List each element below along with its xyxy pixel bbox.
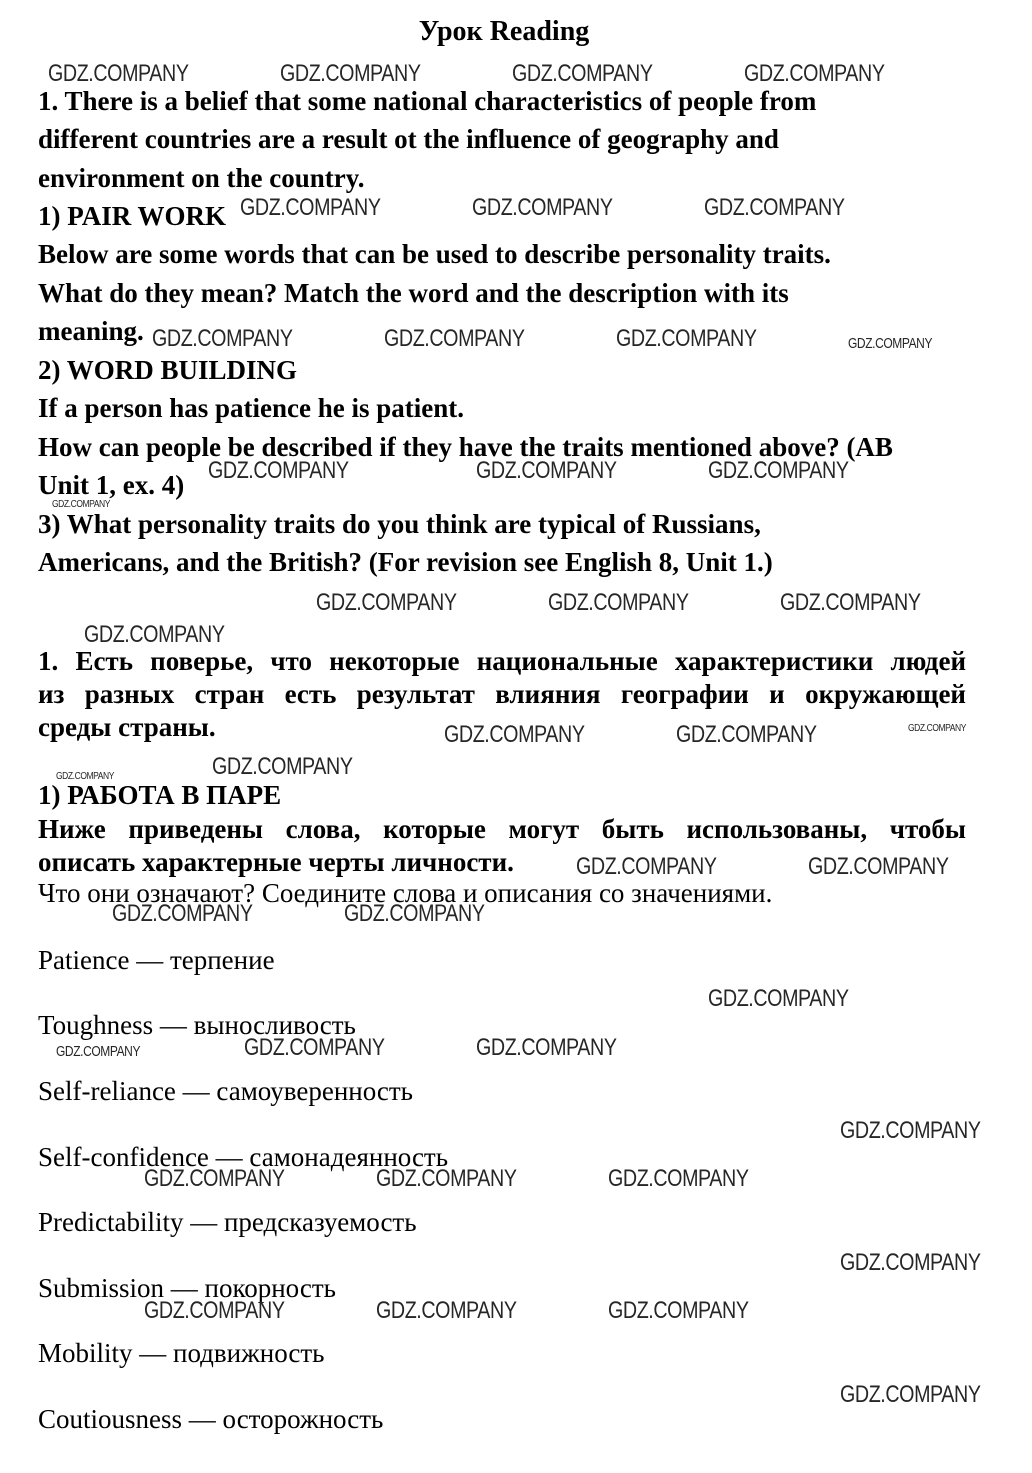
ru-task1-line-2: из разных стран есть результат влияния географии и окружающей — [38, 679, 966, 709]
page-title: Урок Reading — [418, 16, 590, 47]
watermark: GDZ.COMPANY — [212, 753, 353, 780]
watermark: GDZ.COMPANY — [704, 194, 845, 221]
watermark: GDZ.COMPANY — [280, 60, 421, 87]
watermark: GDZ.COMPANY — [608, 1297, 749, 1324]
en-word-building-line-3: Unit 1, ex. 4) — [38, 470, 185, 500]
ru-question: Что они означают? Соедините слова и описания со значениями. — [38, 878, 773, 908]
watermark: GDZ.COMPANY — [708, 985, 849, 1012]
vocab-item: Coutiousness — осторожность — [38, 1404, 384, 1434]
watermark: GDZ.COMPANY — [208, 457, 349, 484]
watermark: GDZ.COMPANY — [444, 721, 585, 748]
ru-pair-work-line-1: Ниже приведены слова, которые могут быть использованы, чтобы — [38, 814, 966, 844]
watermark: GDZ.COMPANY — [840, 1381, 981, 1408]
vocab-item: Self-reliance — самоуверенность — [38, 1076, 413, 1106]
watermark: GDZ.COMPANY — [56, 771, 114, 782]
watermark: GDZ.COMPANY — [576, 853, 717, 880]
watermark: GDZ.COMPANY — [144, 1297, 285, 1324]
en-task1-line-1: 1. There is a belief that some national characteristics of people from — [38, 86, 817, 116]
watermark: GDZ.COMPANY — [384, 325, 525, 352]
watermark: GDZ.COMPANY — [676, 721, 817, 748]
vocab-item: Patience — терпение — [38, 945, 275, 975]
watermark: GDZ.COMPANY — [616, 325, 757, 352]
ru-pair-work-line-2: описать характерные черты личности. — [38, 847, 514, 877]
watermark: GDZ.COMPANY — [152, 325, 293, 352]
watermark: GDZ.COMPANY — [840, 1117, 981, 1144]
watermark: GDZ.COMPANY — [48, 60, 189, 87]
watermark: GDZ.COMPANY — [144, 1165, 285, 1192]
en-task1-line-2: different countries are a result ot the influence of geography and — [38, 124, 779, 154]
watermark: GDZ.COMPANY — [476, 457, 617, 484]
en-pair-work-line-2: What do they mean? Match the word and the description with its — [38, 278, 789, 308]
ru-pair-work-heading: 1) РАБОТА В ПАРЕ — [38, 780, 282, 810]
en-pair-work-heading: 1) PAIR WORK — [38, 201, 226, 231]
en-word-building-line-2: How can people be described if they have the traits mentioned above? (AB — [38, 432, 893, 462]
watermark: GDZ.COMPANY — [708, 457, 849, 484]
watermark: GDZ.COMPANY — [908, 723, 966, 734]
watermark: GDZ.COMPANY — [316, 589, 457, 616]
watermark: GDZ.COMPANY — [476, 1034, 617, 1061]
en-task1-line-3: environment on the country. — [38, 163, 365, 193]
watermark: GDZ.COMPANY — [52, 499, 110, 510]
watermark: GDZ.COMPANY — [512, 60, 653, 87]
watermark: GDZ.COMPANY — [376, 1165, 517, 1192]
vocab-item: Self-confidence — самонадеянность — [38, 1142, 449, 1172]
watermark: GDZ.COMPANY — [608, 1165, 749, 1192]
en-task3-line-1: 3) What personality traits do you think are typical of Russians, — [38, 509, 761, 539]
en-word-building-heading: 2) WORD BUILDING — [38, 355, 298, 385]
ru-task1-line-3: среды страны. — [38, 712, 216, 742]
watermark: GDZ.COMPANY — [848, 335, 933, 352]
watermark: GDZ.COMPANY — [244, 1034, 385, 1061]
watermark: GDZ.COMPANY — [744, 60, 885, 87]
vocab-item: Mobility — подвижность — [38, 1338, 325, 1368]
vocab-item: Submission — покорность — [38, 1273, 336, 1303]
watermark: GDZ.COMPANY — [780, 589, 921, 616]
watermark: GDZ.COMPANY — [112, 900, 253, 927]
watermark: GDZ.COMPANY — [840, 1249, 981, 1276]
watermark: GDZ.COMPANY — [808, 853, 949, 880]
vocab-item: Toughness — выносливость — [38, 1010, 356, 1040]
watermark: GDZ.COMPANY — [472, 194, 613, 221]
watermark: GDZ.COMPANY — [376, 1297, 517, 1324]
en-word-building-line-1: If a person has patience he is patient. — [38, 393, 465, 423]
en-pair-work-line-1: Below are some words that can be used to describe personality traits. — [38, 239, 831, 269]
en-pair-work-line-3: meaning. — [38, 316, 144, 346]
watermark: GDZ.COMPANY — [240, 194, 381, 221]
en-task3-line-2: Americans, and the British? (For revision see English 8, Unit 1.) — [38, 547, 773, 577]
watermark: GDZ.COMPANY — [548, 589, 689, 616]
watermark: GDZ.COMPANY — [344, 900, 485, 927]
ru-task1-line-1: 1. Есть поверье, что некоторые национальные характеристики людей — [38, 646, 966, 676]
watermark: GDZ.COMPANY — [84, 621, 225, 648]
watermark: GDZ.COMPANY — [56, 1043, 141, 1060]
vocab-item: Predictability — предсказуемость — [38, 1207, 417, 1237]
